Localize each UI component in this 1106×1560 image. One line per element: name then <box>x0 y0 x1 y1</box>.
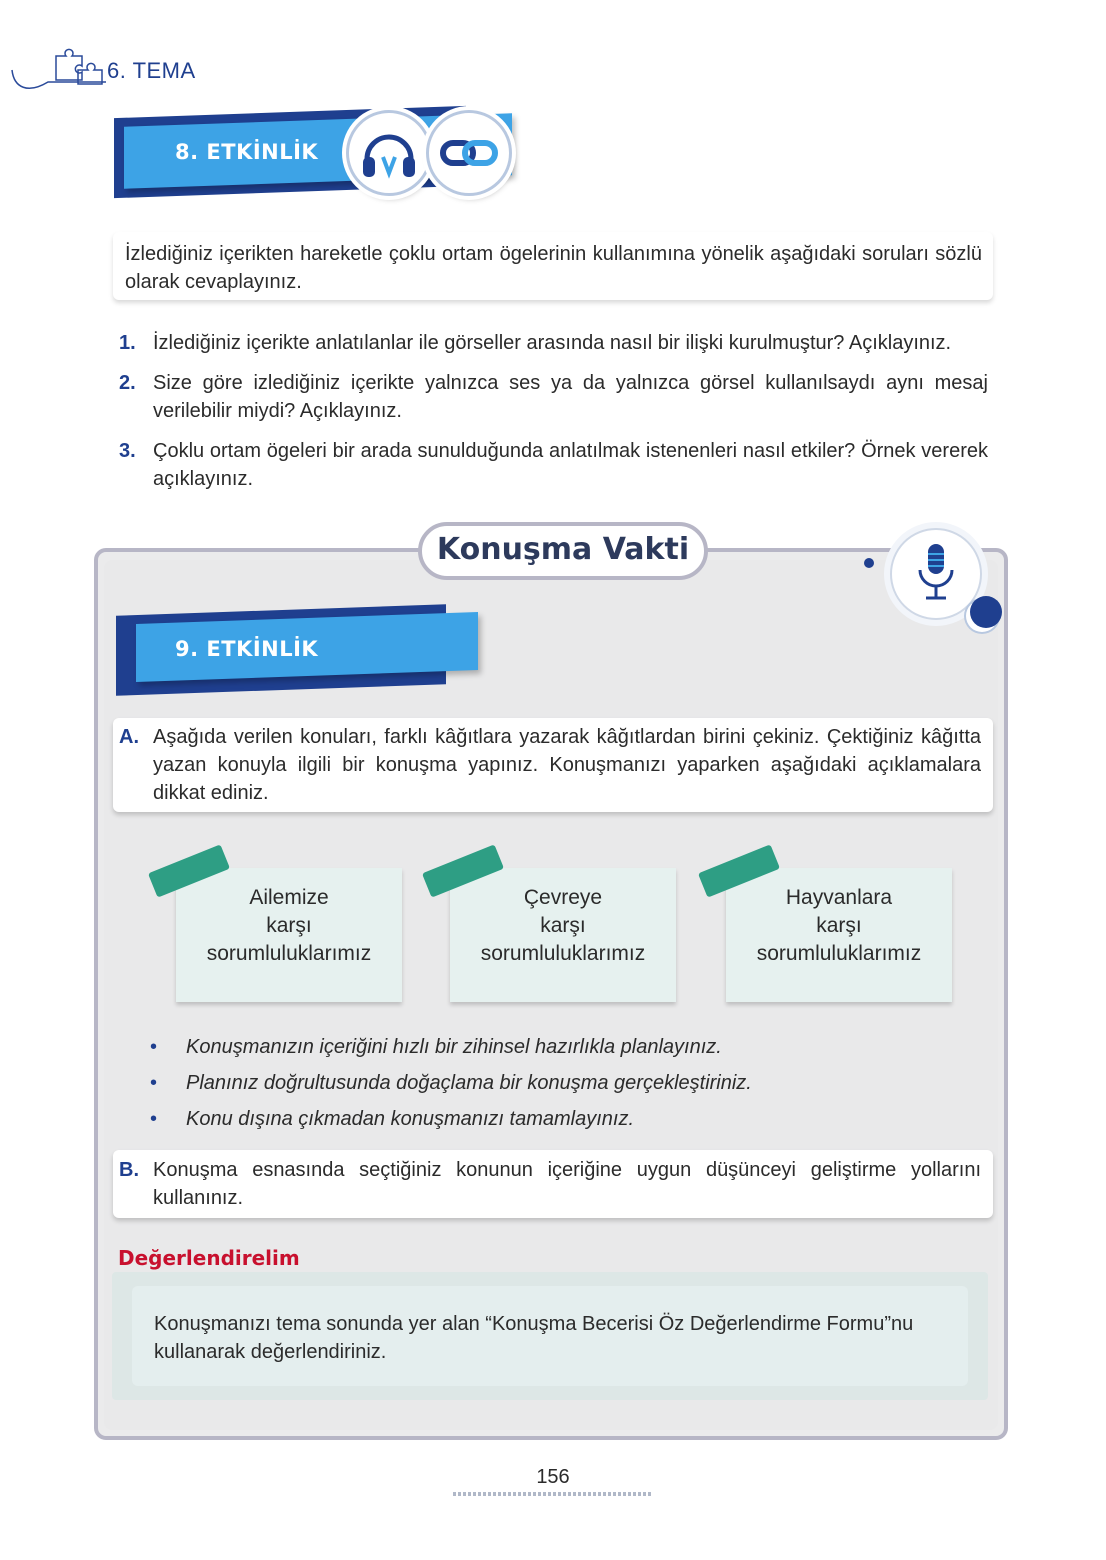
part-b-letter: B. <box>119 1159 139 1181</box>
part-a-letter: A. <box>119 726 139 748</box>
topic-1-line-2: karşı <box>266 914 312 937</box>
page-number-underline <box>453 1492 653 1496</box>
bullet-dot-3: • <box>150 1108 158 1130</box>
topic-2-line-1: Çevreye <box>523 886 603 909</box>
question-3-number: 3. <box>119 440 136 462</box>
question-3-text: Çoklu ortam ögeleri bir arada sunulduğunda anlatılmak istenenleri nasıl etkiler? Örnek vererek açıklayınız. <box>153 440 988 490</box>
activity9-title: 9. ETKİNLİK <box>175 637 319 661</box>
evaluation-text: Konuşmanızı tema sonunda yer alan “Konuşma Becerisi Öz Değerlendirme Formu”nu kullanarak değerlendiriniz. <box>154 1313 914 1363</box>
question-1-number: 1. <box>119 332 136 354</box>
section-title: Konuşma Vakti <box>436 532 690 567</box>
topic-3-line-1: Hayvanlara <box>785 886 893 909</box>
topic-3-text <box>726 884 952 968</box>
page-number: 156 <box>536 1466 570 1488</box>
topic-3-line-2: karşı <box>816 914 862 937</box>
bullet-3-text: Konu dışına çıkmadan konuşmanızı tamamlayınız. <box>186 1108 634 1130</box>
headphones-icon <box>346 110 432 196</box>
activity8-intro: İzlediğiniz içerikten hareketle çoklu ortam ögelerinin kullanımına yönelik aşağıdaki soruları sözlü olarak cevaplayınız. <box>125 243 982 293</box>
question-2-number: 2. <box>119 372 136 394</box>
topic-2-text <box>450 884 676 968</box>
topic-3-line-3: sorumluluklarımız <box>756 942 922 965</box>
topic-2-line-2: karşı <box>540 914 586 937</box>
part-a-text: Aşağıda verilen konuları, farklı kâğıtlara yazarak kâğıtlardan birini çekiniz. Çektiğiniz kâğıtta yazan konuyla ilgili bir konuşma yapınız. Konuşmanızı yaparken aşağıdaki açıklamalara dikkat ediniz. <box>153 726 981 804</box>
topic-2-line-3: sorumluluklarımız <box>480 942 646 965</box>
bullet-dot-1: • <box>150 1036 158 1058</box>
bullet-2-text: Planınız doğrultusunda doğaçlama bir konuşma gerçekleştiriniz. <box>186 1072 752 1094</box>
evaluation-title: Değerlendirelim <box>118 1246 300 1270</box>
puzzle-icon <box>8 44 108 100</box>
bullet-dot-2: • <box>150 1072 158 1094</box>
topic-1-line-3: sorumluluklarımız <box>206 942 372 965</box>
topic-1-text <box>176 884 402 968</box>
decor-dot <box>864 558 874 568</box>
question-1-text: İzlediğiniz içerikte anlatılanlar ile görseller arasında nasıl bir ilişki kurulmuştur? Açıklayınız. <box>153 332 952 354</box>
part-b-text: Konuşma esnasında seçtiğiniz konunun içeriğine uygun düşünceyi geliştirme yollarını kullanınız. <box>153 1159 981 1209</box>
decor-circle <box>970 596 1002 628</box>
microphone-icon <box>890 528 982 620</box>
link-icon <box>426 110 512 196</box>
question-2-text: Size göre izlediğiniz içerikte yalnızca ses ya da yalnızca görsel kullanılsaydı aynı mesaj verilebilir miydi? Açıklayınız. <box>153 372 988 422</box>
activity8-title: 8. ETKİNLİK <box>175 140 319 164</box>
topic-1-line-1: Ailemize <box>249 886 329 909</box>
bullet-1-text: Konuşmanızın içeriğini hızlı bir zihinsel hazırlıkla planlayınız. <box>186 1036 722 1058</box>
theme-title: 6. TEMA <box>107 58 196 83</box>
